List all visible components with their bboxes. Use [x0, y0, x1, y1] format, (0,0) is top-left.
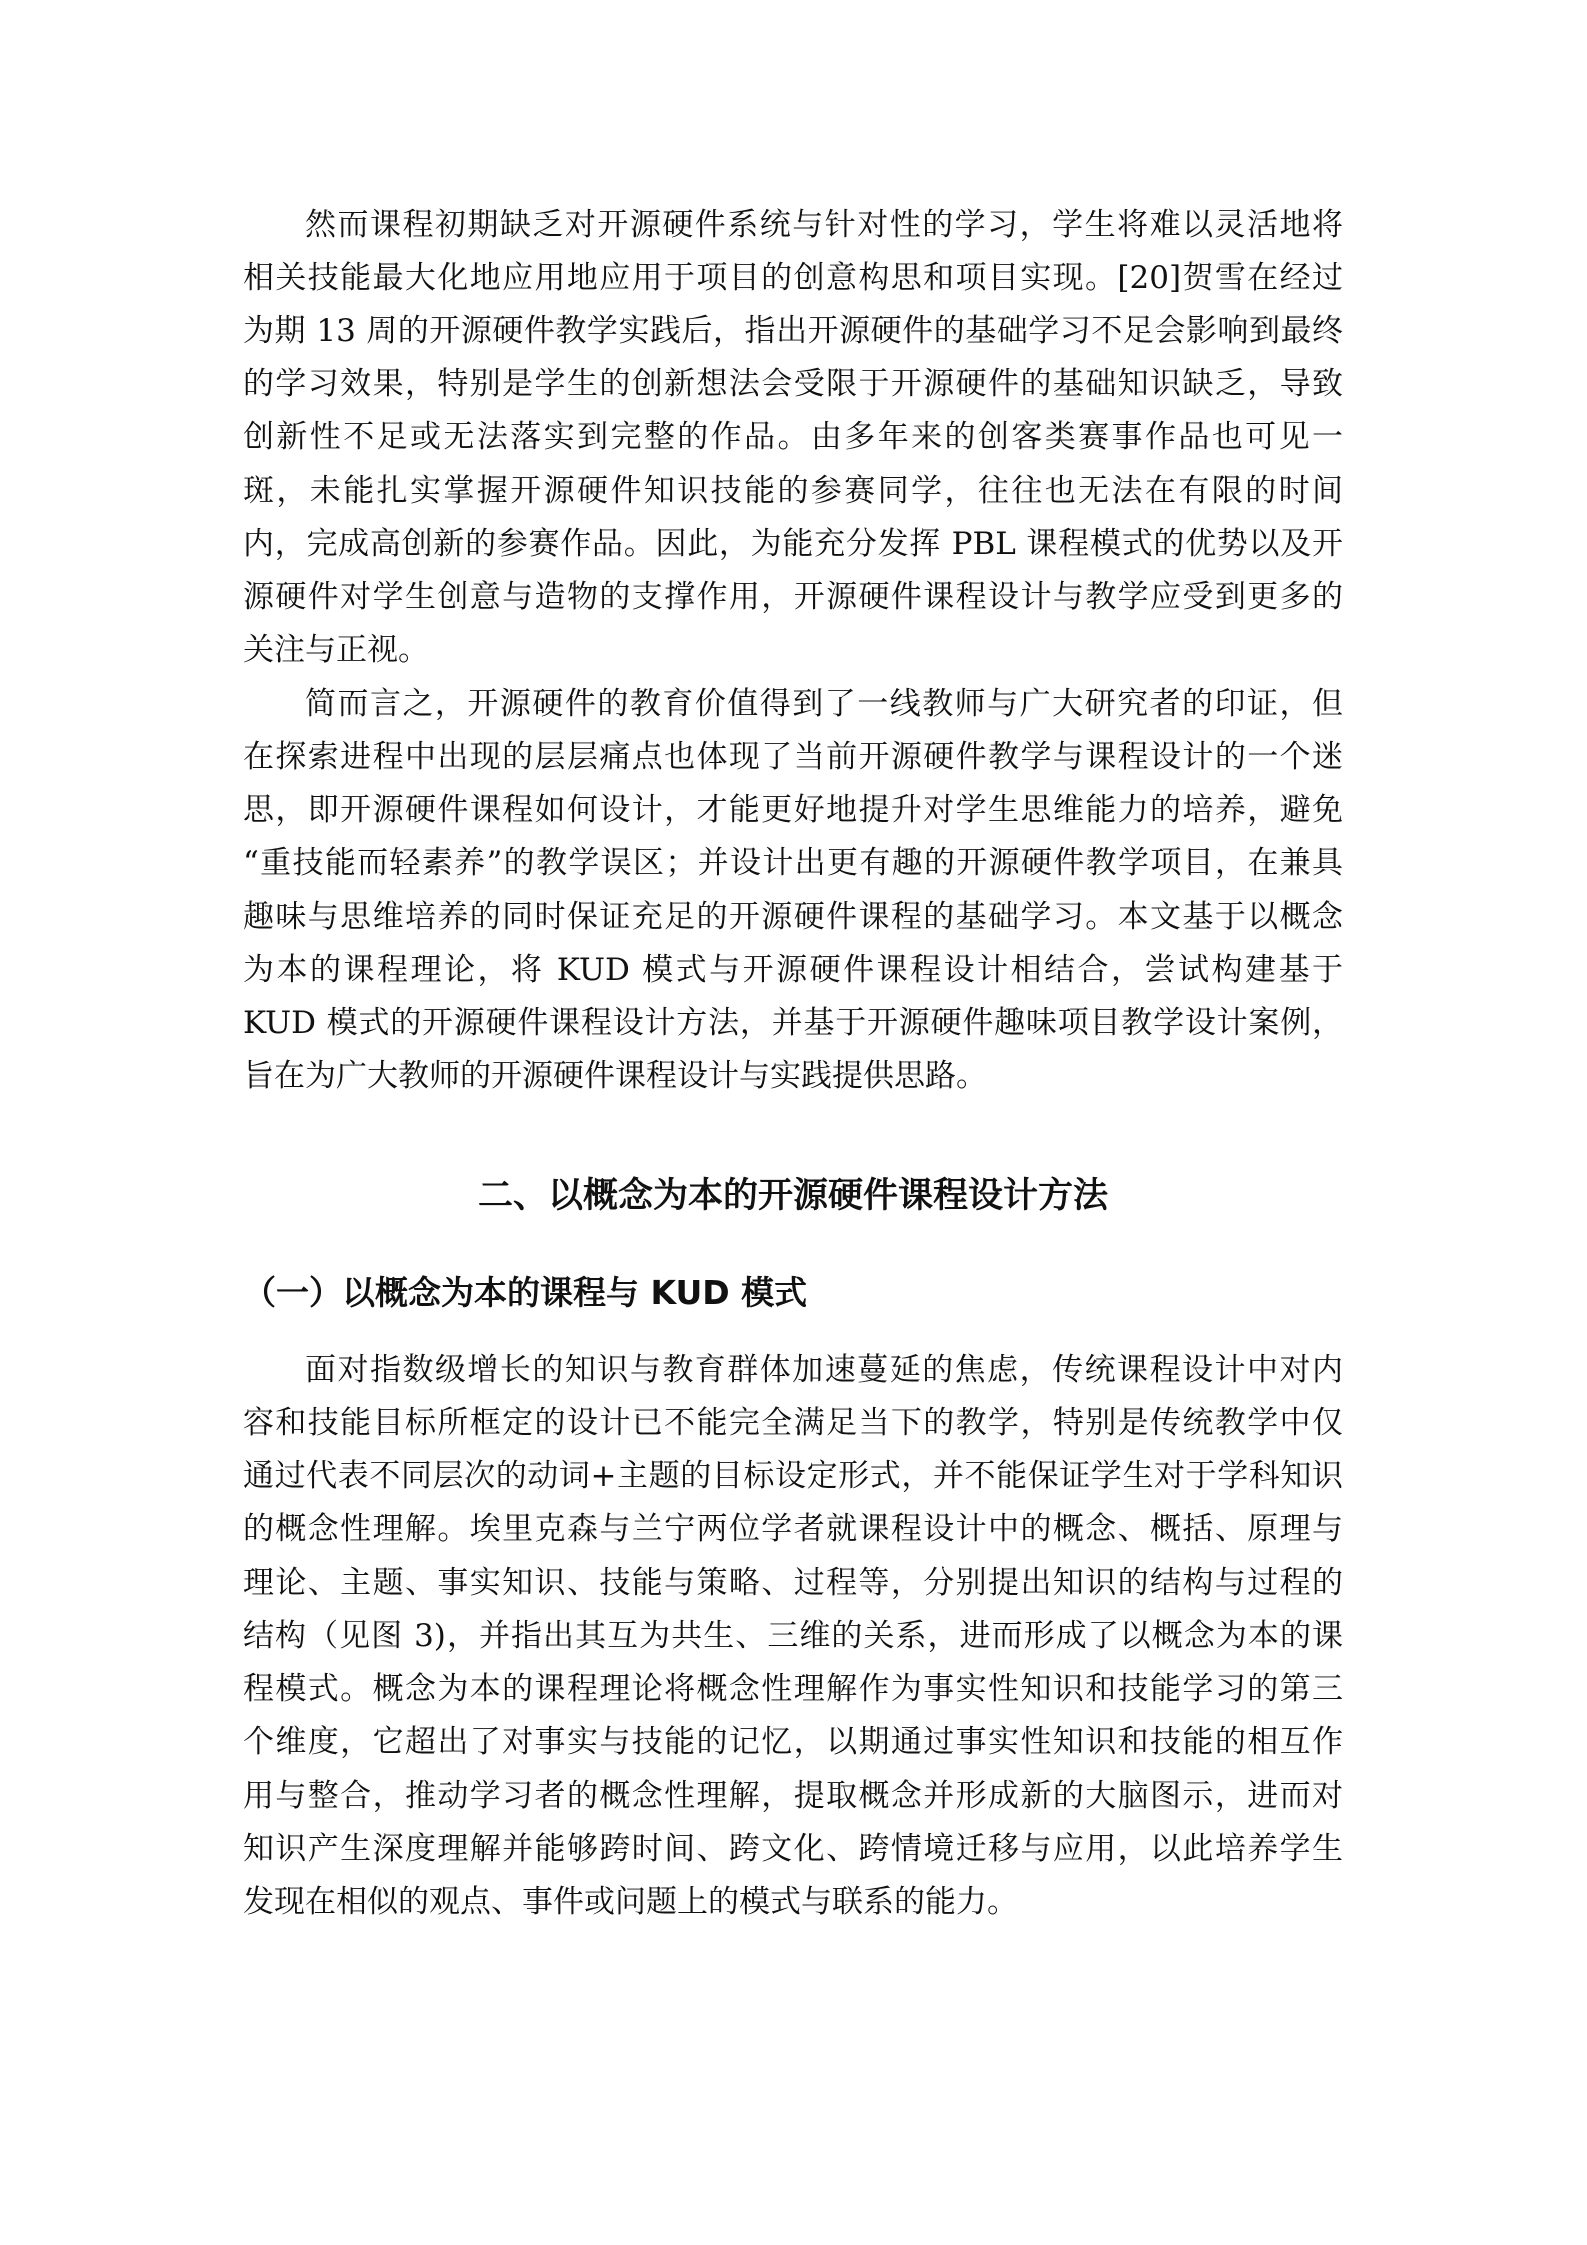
paragraph-line: 内，完成高创新的参赛作品。因此，为能充分发挥 PBL 课程模式的优势以及开: [243, 526, 1343, 562]
paragraph-line: 知识产生深度理解并能够跨时间、跨文化、跨情境迁移与应用，以此培养学生: [243, 1831, 1343, 1867]
paragraph-line: 面对指数级增长的知识与教育群体加速蔓延的焦虑，传统课程设计中对内: [305, 1352, 1343, 1388]
paragraph-line: KUD 模式的开源硬件课程设计方法，并基于开源硬件趣味项目教学设计案例，: [243, 1005, 1343, 1041]
paragraph-line: 思，即开源硬件课程如何设计，才能更好地提升对学生思维能力的培养，避免: [243, 792, 1343, 828]
paragraph-line: 旨在为广大教师的开源硬件课程设计与实践提供思路。: [243, 1058, 987, 1094]
paragraph-line: 的概念性理解。埃里克森与兰宁两位学者就课程设计中的概念、概括、原理与: [243, 1511, 1343, 1547]
paragraph-line: 容和技能目标所框定的设计已不能完全满足当下的教学，特别是传统教学中仅: [243, 1405, 1343, 1441]
paragraph-line: 程模式。概念为本的课程理论将概念性理解作为事实性知识和技能学习的第三: [243, 1671, 1343, 1707]
paragraph-line: 发现在相似的观点、事件或问题上的模式与联系的能力。: [243, 1884, 1018, 1920]
paragraph-line: 关注与正视。: [243, 632, 429, 668]
paragraph-line: 源硬件对学生创意与造物的支撑作用，开源硬件课程设计与教学应受到更多的: [243, 579, 1343, 615]
paragraph-line: 然而课程初期缺乏对开源硬件系统与针对性的学习，学生将难以灵活地将: [305, 207, 1343, 243]
paragraph-line: 结构（见图 3)，并指出其互为共生、三维的关系，进而形成了以概念为本的课: [243, 1618, 1343, 1654]
paragraph-line: 在探索进程中出现的层层痛点也体现了当前开源硬件教学与课程设计的一个迷: [243, 739, 1343, 775]
sub-heading: （一）以概念为本的课程与 KUD 模式: [243, 1273, 808, 1312]
paragraph-line: 理论、主题、事实知识、技能与策略、过程等，分别提出知识的结构与过程的: [243, 1565, 1343, 1601]
paragraph-line: 的学习效果，特别是学生的创新想法会受限于开源硬件的基础知识缺乏，导致: [243, 366, 1343, 402]
paragraph-line: 为本的课程理论，将 KUD 模式与开源硬件课程设计相结合，尝试构建基于: [243, 952, 1343, 988]
section-heading: 二、以概念为本的开源硬件课程设计方法: [477, 1176, 1108, 1216]
paragraph-line: 简而言之，开源硬件的教育价值得到了一线教师与广大研究者的印证，但: [305, 686, 1343, 722]
paragraph-line: “重技能而轻素养”的教学误区；并设计出更有趣的开源硬件教学项目，在兼具: [243, 845, 1343, 881]
paragraph-line: 个维度，它超出了对事实与技能的记忆，以期通过事实性知识和技能的相互作: [243, 1724, 1343, 1760]
paragraph-line: 创新性不足或无法落实到完整的作品。由多年来的创客类赛事作品也可见一: [243, 419, 1343, 455]
paragraph-line: 趣味与思维培养的同时保证充足的开源硬件课程的基础学习。本文基于以概念: [243, 899, 1343, 935]
paragraph-line: 通过代表不同层次的动词+主题的目标设定形式，并不能保证学生对于学科知识: [243, 1458, 1343, 1494]
paragraph-line: 用与整合，推动学习者的概念性理解，提取概念并形成新的大脑图示，进而对: [243, 1778, 1343, 1814]
paragraph-line: 为期 13 周的开源硬件教学实践后，指出开源硬件的基础学习不足会影响到最终: [243, 313, 1343, 349]
paragraph-line: 斑，未能扎实掌握开源硬件知识技能的参赛同学，往往也无法在有限的时间: [243, 473, 1343, 509]
paragraph-line: 相关技能最大化地应用地应用于项目的创意构思和项目实现。[20]贺雪在经过: [243, 260, 1343, 296]
